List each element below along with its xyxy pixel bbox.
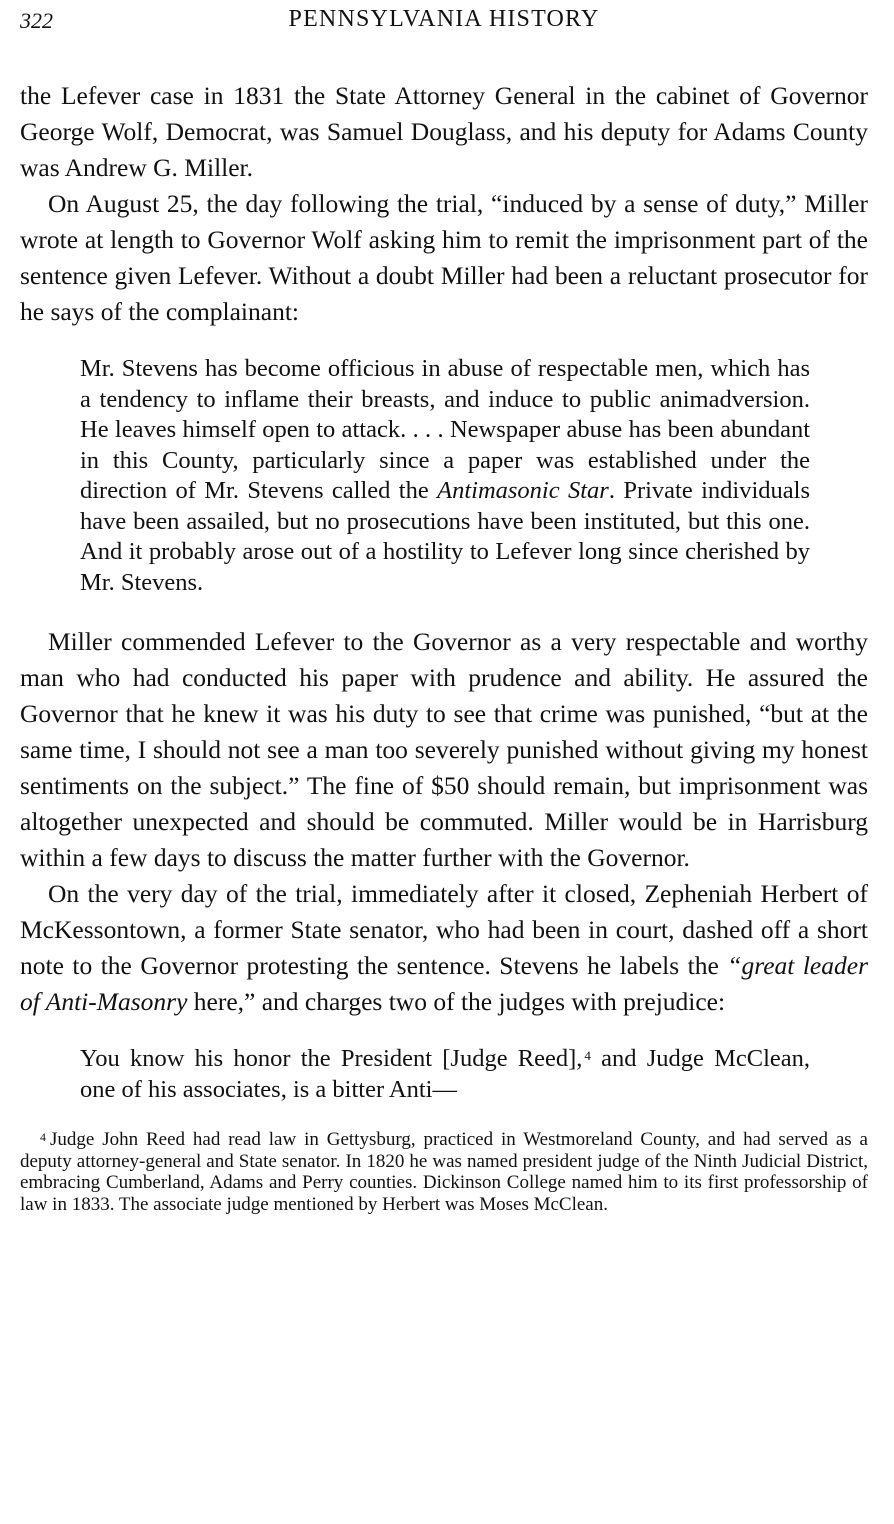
quote-2-text-end: and Judge McClean, one of his associates, is a bitter Anti— (80, 1045, 810, 1103)
quote-1-newspaper-title: Antimasonic Star (437, 477, 609, 504)
quote-2-text: You know his honor the President [Judge Reed], (80, 1045, 583, 1072)
paragraph-1: the Lefever case in 1831 the State Attorney General in the cabinet of Governor George Wolf, Democrat, was Samuel Douglass, and his deputy for Adams County was Andrew G. Miller. (20, 81, 868, 182)
page-number: 322 (20, 8, 53, 33)
paragraph-4-text-end: here,” and charges two of the judges with prejudice: (187, 987, 726, 1016)
footnote (20, 1129, 868, 1215)
journal-title: PENNSYLVANIA HISTORY (288, 6, 600, 32)
paragraph-2: On August 25, the day following the trial, “induced by a sense of duty,” Miller wrote at length to Governor Wolf asking him to remit the imprisonment part of the sentence given Lefever. Without a doubt Miller had been a reluctant prosecutor for he says of the complainant: (20, 189, 868, 326)
block-quote-herbert (80, 1044, 810, 1105)
quote-1-text-end: . Private individuals have been assailed, but no prosecutions have been instituted, but this one. And it probably arose out of a hostility to Lefever long since cherished by Mr. Stevens. (80, 477, 810, 596)
quote-1-text: Mr. Stevens has become officious in abuse of respectable men, which has a tendency to inflame their breasts, and induce to public animadversion. He leaves himself open to attack. . . . Newspaper abuse has been abundant in this County, particularly since a paper was established under the direction of Mr. Stevens called the (80, 355, 810, 504)
footnote-text: Judge John Reed had read law in Gettysburg, practiced in Westmoreland County, and had served as a deputy attorney-general and State senator. In 1820 he was named president judge of the Ninth Judicial District, embracing Cumberland, Adams and Perry counties. Dickinson College named him to its first professorship of law in 1833. The associate judge mentioned by Herbert was Moses McClean. (20, 1129, 868, 1215)
paragraph-4 (20, 876, 868, 1020)
footnote-reference[interactable]: 4 (584, 1048, 591, 1063)
paragraph-4-quotation: “great leader of Anti-Masonry (20, 951, 868, 1016)
footnote-marker: 4 (40, 1130, 46, 1144)
running-head (20, 0, 868, 44)
page (20, 0, 868, 1215)
paragraph-3: Miller commended Lefever to the Governor as a very respectable and worthy man who had conducted his paper with prudence and ability. He assured the Governor that he knew it was his duty to see that crime was punished, “but at the same time, I should not see a man too severely punished without giving my honest sentiments on the subject.” The fine of $50 should remain, but imprisonment was altogether unexpected and should be commuted. Miller would be in Harrisburg within a few days to discuss the matter further with the Governor. (20, 627, 868, 872)
paragraph-4-text: On the very day of the trial, immediately after it closed, Zepheniah Herbert of McKessontown, a former State senator, who had been in court, dashed off a short note to the Governor protesting the sentence. Stevens he labels the (20, 879, 868, 980)
block-quote-miller (80, 354, 810, 598)
